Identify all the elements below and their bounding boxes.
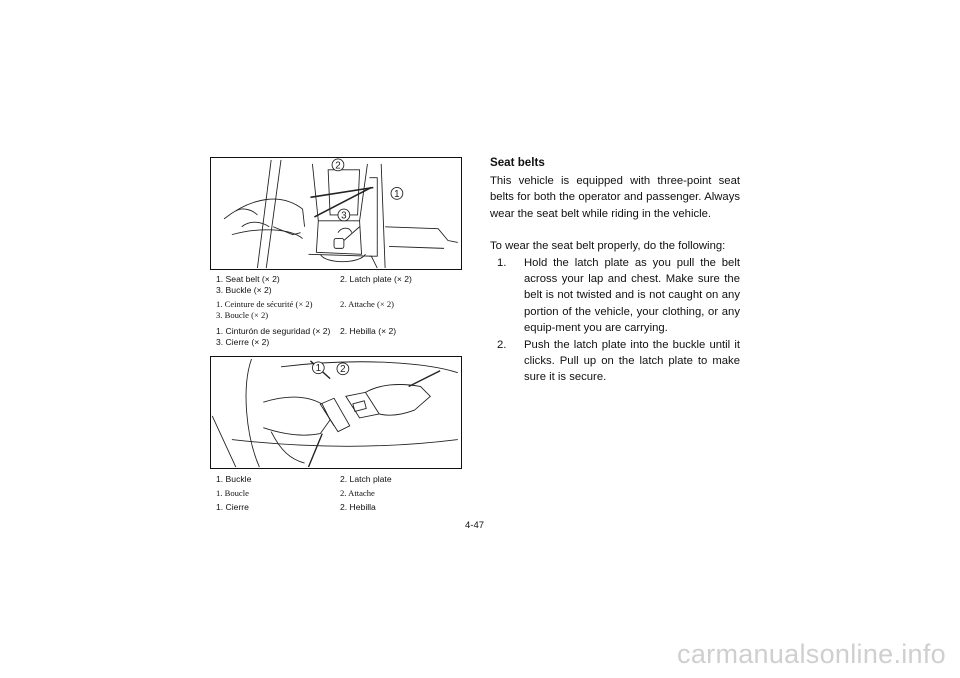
caption-item: 2. Attache (× 2)	[340, 299, 395, 309]
page-number: 4-47	[465, 520, 485, 531]
caption-item: 2. Latch plate	[340, 474, 392, 484]
list-item	[490, 337, 740, 386]
step-text: Push the latch plate into the buckle until it clicks. Pull up on the latch plate to make sure it is secure.	[524, 339, 740, 384]
figure2-caption-en	[216, 474, 466, 485]
step-number: 2.	[497, 339, 507, 352]
seat-belt-section	[490, 155, 740, 386]
figure2-callout-1: 1	[315, 363, 322, 375]
section-intro: This vehicle is equipped with three-point seat belts for both the operator and passenger. Always wear the seat belt while riding in the vehicle.	[490, 175, 740, 220]
caption-item: 1. Cinturón de seguridad (× 2)	[216, 326, 331, 336]
caption-item: 2. Latch plate (× 2)	[340, 274, 412, 284]
caption-item: 2. Hebilla	[340, 502, 376, 512]
figure1-callout-3: 3	[341, 210, 347, 222]
caption-item: 2. Hebilla (× 2)	[340, 326, 397, 336]
figure2-caption-es	[216, 502, 466, 513]
caption-item: 3. Boucle (× 2)	[216, 309, 269, 320]
figure1-callout-1: 1	[394, 188, 400, 200]
figure-seat-belt	[210, 157, 462, 270]
caption-item: 2. Attache	[340, 488, 375, 498]
figure2-caption-fr	[216, 488, 466, 499]
step-number: 1.	[497, 257, 507, 270]
buckle-latch-illustration	[211, 357, 461, 468]
caption-item: 1. Boucle	[216, 488, 249, 498]
figure2-callout-2: 2	[340, 364, 346, 376]
figure1-caption-es	[216, 326, 466, 347]
caption-item: 1. Cierre	[216, 502, 249, 512]
figure1-callout-2: 2	[335, 160, 341, 172]
step-text: Hold the latch plate as you pull the belt across your lap and chest. Make sure the belt is not twisted and is not caught on any portion of the vehicle, your clothing, or any equip-ment you are carrying.	[524, 257, 740, 334]
section-heading: Seat belts	[490, 156, 545, 169]
caption-item: 1. Ceinture de sécurité (× 2)	[216, 299, 313, 309]
caption-item: 1. Seat belt (× 2)	[216, 274, 280, 284]
list-item	[490, 255, 740, 336]
figure1-caption-en	[216, 274, 466, 295]
caption-item: 3. Buckle (× 2)	[216, 284, 272, 295]
seat-belt-illustration	[211, 158, 461, 269]
figure-buckle-latch	[210, 356, 462, 469]
watermark: carmanualsonline.info	[677, 639, 946, 669]
caption-item: 1. Buckle	[216, 474, 252, 484]
steps-list	[490, 255, 740, 386]
caption-item: 3. Cierre (× 2)	[216, 336, 270, 347]
section-lead: To wear the seat belt properly, do the following:	[490, 239, 726, 252]
figure1-caption-fr	[216, 299, 466, 320]
